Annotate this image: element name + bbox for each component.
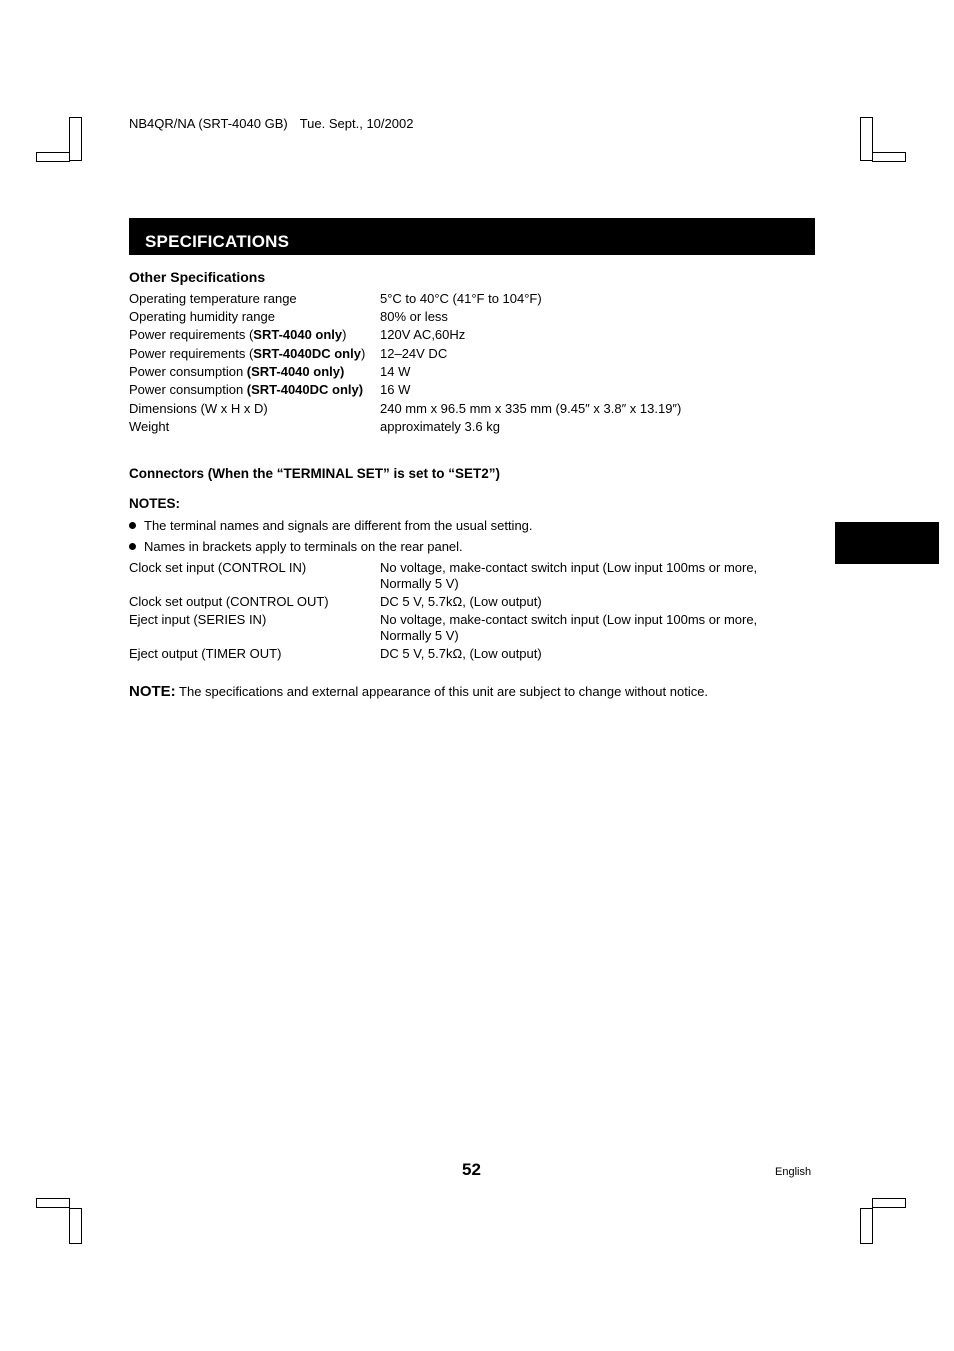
- connector-value: No voltage, make-contact switch input (Low input 100ms or more, Normally 5 V): [380, 612, 758, 643]
- spec-label: Operating temperature range: [129, 291, 297, 306]
- doc-code: NB4QR/NA (SRT-4040 GB): [129, 116, 288, 131]
- spec-value: 80% or less: [380, 309, 448, 324]
- page-title: SPECIFICATIONS: [145, 232, 290, 251]
- note-item: Names in brackets apply to terminals on the rear panel.: [129, 539, 463, 554]
- connector-label: Clock set input (CONTROL IN): [129, 560, 307, 575]
- connector-value: DC 5 V, 5.7kΩ, (Low output): [380, 594, 542, 609]
- spec-value: 5°C to 40°C (41°F to 104°F): [380, 291, 542, 306]
- spec-value: 14 W: [380, 364, 411, 379]
- spec-label: Dimensions (W x H x D): [129, 401, 268, 416]
- note-text: The specifications and external appearance of this unit are subject to change without notice.: [175, 684, 709, 699]
- crop-mark-top-left-v: [69, 117, 82, 161]
- spec-label: Power requirements (SRT-4040 only): [129, 327, 347, 342]
- note-label: NOTE:: [129, 683, 176, 700]
- spec-value: 120V AC,60Hz: [380, 327, 466, 342]
- spec-label: Power consumption (SRT-4040 only): [129, 364, 345, 379]
- crop-mark-bottom-left-v: [69, 1208, 82, 1244]
- spec-value: 12–24V DC: [380, 346, 448, 361]
- crop-mark-top-left-h: [36, 152, 70, 162]
- crop-mark-bottom-right-v: [860, 1208, 873, 1244]
- notes-heading: NOTES:: [129, 496, 181, 511]
- connector-label: Eject input (SERIES IN): [129, 612, 267, 627]
- note-item: The terminal names and signals are different from the usual setting.: [129, 518, 533, 533]
- connector-label: Eject output (TIMER OUT): [129, 646, 282, 661]
- spec-label: Power requirements (SRT-4040DC only): [129, 346, 366, 361]
- crop-mark-top-right-h: [872, 152, 906, 162]
- spec-label: Power consumption (SRT-4040DC only): [129, 382, 364, 397]
- spec-value: 16 W: [380, 382, 411, 397]
- spec-label: Operating humidity range: [129, 309, 275, 324]
- bullet-icon: [129, 522, 136, 529]
- print-header: [129, 116, 425, 131]
- connector-value: DC 5 V, 5.7kΩ, (Low output): [380, 646, 542, 661]
- spec-label: Weight: [129, 419, 170, 434]
- change-notice: [129, 683, 708, 700]
- spec-value: 240 mm x 96.5 mm x 335 mm (9.45″ x 3.8″ x 13.19″): [380, 401, 682, 416]
- connectors-heading: Connectors (When the “TERMINAL SET” is set to “SET2”): [129, 466, 501, 481]
- crop-mark-bottom-right-h: [872, 1198, 906, 1208]
- connector-value: No voltage, make-contact switch input (Low input 100ms or more, Normally 5 V): [380, 560, 758, 591]
- bullet-icon: [129, 543, 136, 550]
- section-banner: [129, 218, 815, 255]
- crop-mark-bottom-left-h: [36, 1198, 70, 1208]
- language-label: English: [775, 1166, 812, 1178]
- side-tab-marker: [835, 522, 939, 564]
- other-specs-heading: Other Specifications: [129, 269, 266, 285]
- doc-date: Tue. Sept., 10/2002: [299, 116, 414, 131]
- page-number: 52: [462, 1160, 481, 1179]
- connector-label: Clock set output (CONTROL OUT): [129, 594, 329, 609]
- spec-value: approximately 3.6 kg: [380, 419, 500, 434]
